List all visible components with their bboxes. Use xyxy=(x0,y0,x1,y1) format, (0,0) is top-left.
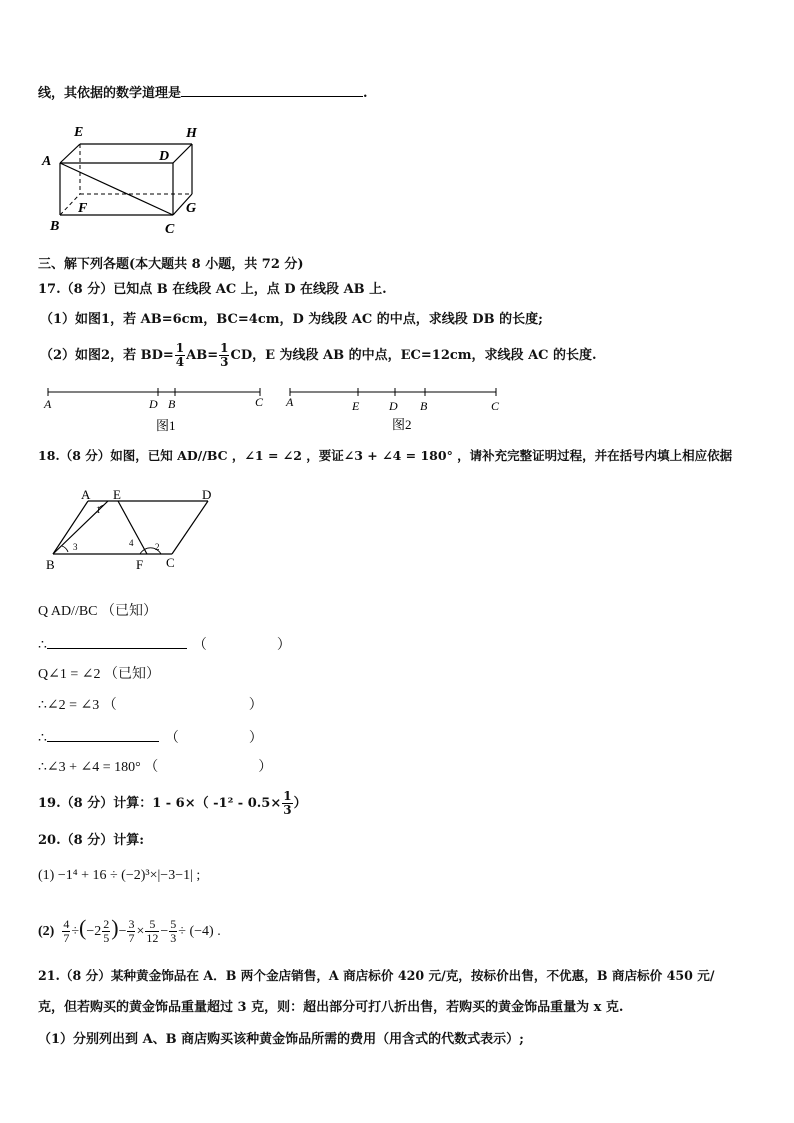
q17-figure2 xyxy=(280,382,510,434)
q17-part1: （1）如图1，若 AB=6cm，BC=4cm，D 为线段 AC 的中点，求线段 DB 的长度; xyxy=(40,312,543,327)
intro-text: 线，其依据的数学道理是 xyxy=(38,86,182,101)
q17-header: 17.（8 分）已知点 B 在线段 AC 上，点 D 在线段 AB 上. xyxy=(38,282,387,297)
q19-line: 19.（8 分）计算：1 - 6×（ -1² - 0.5× $\frac{1}{3}$ ） xyxy=(38,789,307,817)
q18-angle-4: 4 xyxy=(129,538,134,548)
proof-step-1: Q AD//BC （已知） xyxy=(38,604,158,619)
fig2-C: C xyxy=(491,399,500,413)
answer-blank xyxy=(181,84,363,97)
q18-B: B xyxy=(46,557,55,572)
proof-step-4: ∴∠2 = ∠3 （ ） xyxy=(38,698,263,713)
label-F: F xyxy=(78,201,88,216)
q18-angle-2: 2 xyxy=(155,542,160,552)
q21-line3: （1）分别列出到 A、B 商店购买该种黄金饰品所需的费用（用含式的代数式表示）; xyxy=(38,1032,524,1047)
q18-angle-1: 1 xyxy=(96,505,101,515)
q18-C: C xyxy=(166,555,175,570)
q21-line2: 克，但若购买的黄金饰品重量超过 3 克，则：超出部分可打八折出售，若购买的黄金饰品重量为 x 克. xyxy=(38,1000,624,1015)
intro-end: . xyxy=(363,86,368,101)
fig1-caption: 图1 xyxy=(156,418,176,433)
proof-step-6: ∴∠3 + ∠4 = 180° （ ） xyxy=(38,760,273,775)
q17-p2-c: CD，E 为线段 AB 的中点，EC=12cm，求线段 AC 的长度. xyxy=(230,348,597,363)
proof-step-2: ∴ （ ） xyxy=(38,638,291,653)
label-A: A xyxy=(42,154,52,169)
fig2-caption: 图2 xyxy=(392,417,412,432)
q17-part2 xyxy=(40,340,597,372)
fraction-1-3-q19: $\frac{1}{3}$ xyxy=(283,789,292,817)
q18-angle-3: 3 xyxy=(73,542,78,552)
section-title: 三、解下列各题(本大题共 8 小题，共 72 分) xyxy=(38,257,304,272)
cuboid-figure xyxy=(38,120,213,240)
q21-line1: 21.（8 分）某种黄金饰品在 A．B 两个金店销售，A 商店标价 420 元/克，按标价出售，不优惠，B 商店标价 450 元/ xyxy=(38,968,715,983)
proof-blank-2 xyxy=(47,729,159,742)
fig1-B: B xyxy=(168,397,176,411)
q20-header: 20.（8 分）计算: xyxy=(38,833,144,848)
proof-step-5: ∴ （ ） xyxy=(38,731,263,746)
q20-expr-2: (2) $\frac{4}{7}$ ÷(−2 $\frac{2}{5}$ )− $\frac{3}{7}$ × $\frac{5}{12}$ − $\frac{5}{3}$ ÷ (−4) . xyxy=(38,915,221,946)
q18-F: F xyxy=(136,557,144,572)
fig2-A: A xyxy=(286,395,294,409)
q17-p2-b: AB= xyxy=(186,348,219,363)
label-D: D xyxy=(159,149,170,164)
label-B: B xyxy=(50,219,60,234)
label-C: C xyxy=(165,222,175,237)
fraction-1-4: $\frac{1}{4}$ xyxy=(175,341,185,369)
fraction-1-3: $\frac{1}{3}$ xyxy=(220,341,229,369)
q18-E: E xyxy=(113,487,121,502)
fig1-C: C xyxy=(255,395,264,409)
q18-header: 18.（8 分）如图，已知 AD//BC ，∠1 = ∠2 ，要证∠3 + ∠4 = 180° ，请补充完整证明过程，并在括号内填上相应依据 xyxy=(38,448,733,463)
proof-blank-1 xyxy=(47,636,187,649)
q18-A: A xyxy=(81,487,91,502)
q20-expr-1: (1) −1⁴ + 16 ÷ (−2)³×|−3−1| ; xyxy=(38,868,201,883)
fig1-A: A xyxy=(44,397,52,411)
label-H: H xyxy=(186,126,197,141)
fig1-D: D xyxy=(149,397,158,411)
q17-figure1 xyxy=(38,382,278,434)
fig2-B: B xyxy=(420,399,428,413)
label-G: G xyxy=(186,201,197,216)
fig2-E: E xyxy=(352,399,360,413)
fig2-D: D xyxy=(389,399,398,413)
q17-p2-a: （2）如图2，若 BD= xyxy=(40,348,174,363)
q18-D: D xyxy=(202,487,212,502)
intro-line xyxy=(38,84,368,102)
label-E: E xyxy=(74,125,84,140)
proof-step-3: Q∠1 = ∠2 （已知） xyxy=(38,667,160,682)
q18-figure xyxy=(40,484,230,572)
